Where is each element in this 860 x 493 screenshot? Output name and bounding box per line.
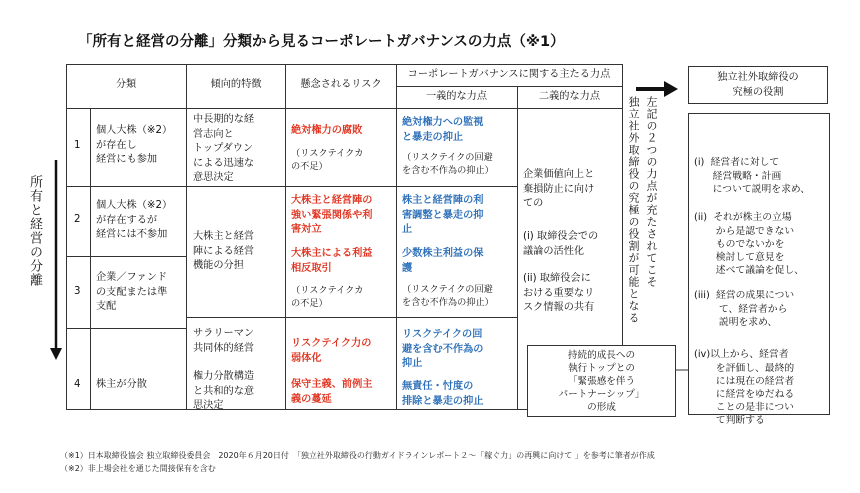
left-axis-label: 所有と経営の分離 [27, 175, 42, 287]
risk-1: 絶対権力の腐敗 [291, 125, 363, 136]
secondary-ii: (ii) 取締役会に おける重要なリ スク情報の共有 [523, 273, 595, 313]
secondary-i: (i) 取締役会での 議論の活性化 [523, 231, 599, 257]
right-item-ii: (ii) それが株主の立場 から是認できない ものでないかを 検討して意見を 述べて議論を促し、 [694, 212, 804, 277]
risk-2b: 大株主による利益 相反取引 [291, 248, 373, 274]
primary-4a: リスクテイクの回 避を含む不作為の 抑止 [402, 329, 484, 369]
risk-2a: 大株主と経営陣の 強い緊張関係や利 害対立 [291, 195, 373, 235]
row-number: 4 [74, 379, 81, 390]
footnote-2: （※2）非上場会社を通じた間接保有を含む [60, 464, 216, 473]
primary-4b: 無責任・忖度の 排除と暴走の抑止 [402, 381, 484, 407]
secondary-intro: 企業価値向上と 棄損防止に向け ての [523, 169, 595, 209]
header-primary: 一義的な力点 [425, 91, 488, 102]
primary-1: 絶対権力への監視 と暴走の抑止 [402, 117, 484, 143]
tendency-4b: 権力分散構造 と共和的な意 思決定 [193, 371, 255, 411]
header-tendency: 傾向的特徴 [210, 79, 262, 90]
row-label: 個人大株（※2） が存在するが 経営には不参加 [96, 200, 173, 240]
callout-box: 持続的成長への 執行トップとの 「緊張感を伴う パートナーシップ」 の形成 [527, 345, 676, 417]
footnote-1: （※1）日本取締役協会 独立取締役委員会 2020年６月20日付 「独立社外取締役の行動ガイドラインレポート２～「稼ぐ力」の再興に向けて 」を参考に筆者が作成 [60, 451, 655, 460]
row-number: 2 [74, 214, 81, 225]
row-number: 3 [74, 286, 81, 297]
middle-vertical-left: 独立社外取締役の究極の役割が可能となる [627, 96, 640, 324]
tendency-1: 中長期的な経 営志向と トップダウン による迅速な 意思決定 [193, 114, 255, 183]
left-down-arrow [50, 160, 62, 360]
row-number: 1 [74, 140, 81, 151]
header-classification: 分類 [115, 79, 137, 90]
primary-1-note: （リスクテイクの回避 を含む不作為の抑止） [402, 152, 494, 176]
right-item-iv: (iv)以上から、経営者 を評価し、最終的 には現在の経営者 に経営をゆだねる ことの是非につい て判断する [694, 349, 795, 427]
header-secondary: 二義的な力点 [538, 91, 601, 102]
row-label: 個人大株（※2） が存在し 経営にも参加 [96, 125, 173, 165]
right-item-i: (i) 経営者に対して 経営戦略・計画 について説明を求め、 [694, 157, 811, 195]
tendency-4a: サラリーマン 共同体的経営 [193, 328, 255, 354]
risk-1-note: （リスクテイクカ の不足） [291, 148, 364, 172]
row-label: 企業／ファンド の支配または準 支配 [96, 272, 168, 312]
primary-2a: 株主と経営陣の利 害調整と暴走の抑 止 [402, 195, 484, 235]
header-risk: 懸念されるリスク [300, 79, 382, 90]
right-arrow [636, 81, 678, 97]
primary-2b: 少数株主利益の保 護 [402, 248, 484, 274]
tendency-2-3: 大株主と経営 陣による経営 機能の分担 [193, 231, 255, 271]
row-label: 株主が分散 [96, 379, 147, 390]
middle-vertical-right: 左記の２つの力点が充たされてこそ [645, 96, 658, 288]
risk-4a: リスクテイク力の 弱体化 [291, 338, 372, 364]
risk-4b: 保守主義、前例主 義の蔓延 [291, 379, 373, 405]
page-title: 「所有と経営の分離」分類から見るコーポレートガバナンスの力点（※1） [78, 34, 565, 50]
right-box-title: 独立社外取締役の 究極の役割 [688, 66, 828, 104]
right-item-iii: (iii) 経営の成果につい て、経営者から 説明を求め、 [694, 290, 795, 328]
header-cg-main: コーポレートガバナンスに関する主たる力点 [407, 69, 611, 80]
risk-2-note: （リスクテイクカ の不足） [291, 285, 364, 309]
primary-2-note: （リスクテイクの回避 を含む不作為の抑止） [402, 284, 494, 308]
